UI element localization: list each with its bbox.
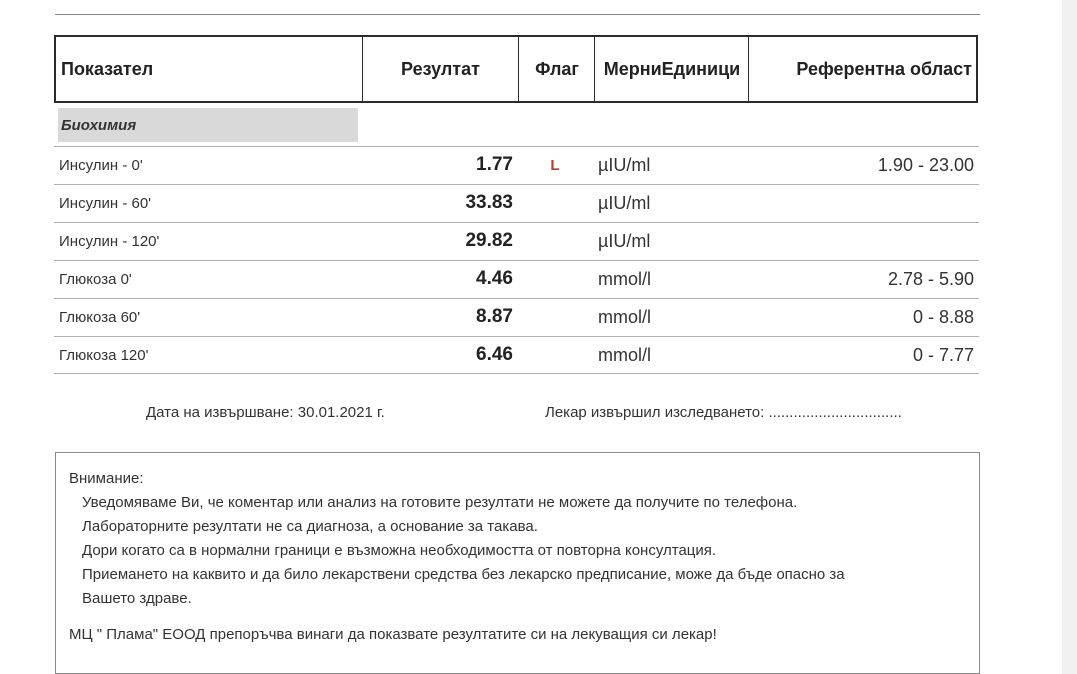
header-units — [595, 37, 749, 101]
row-unit: mmol/l — [598, 306, 651, 327]
notice-box — [55, 452, 980, 674]
header-result: Резултат — [401, 58, 480, 79]
row-indicator: Глюкоза 60' — [59, 308, 141, 326]
header-units-line1: Мерни — [603, 59, 662, 79]
row-result: 29.82 — [465, 230, 513, 251]
row-unit: µIU/ml — [598, 192, 651, 213]
header-units-line2: Единици — [661, 59, 741, 79]
table-row — [54, 146, 979, 184]
header-flag: Флаг — [535, 58, 579, 79]
top-divider — [55, 14, 980, 15]
page-edge — [1062, 0, 1077, 674]
row-flag — [517, 261, 593, 297]
row-flag: L — [550, 156, 560, 174]
notice-line: Вашето здраве. — [82, 590, 192, 607]
table-row — [54, 222, 979, 260]
row-reference: 2.78 - 5.90 — [887, 268, 974, 289]
table-row — [54, 336, 979, 374]
row-reference: 0 - 8.88 — [912, 306, 974, 327]
header-indicator: Показател — [61, 58, 154, 79]
row-result: 6.46 — [476, 344, 513, 365]
row-indicator: Глюкоза 120' — [59, 346, 149, 364]
row-flag — [517, 299, 593, 335]
notice-line: Дори когато са в нормални граници е възможна необходимостта от повторна консултация. — [82, 542, 717, 559]
row-reference — [747, 223, 974, 259]
row-result: 33.83 — [465, 192, 513, 213]
table-row — [54, 298, 979, 336]
section-title: Биохимия — [58, 108, 358, 142]
notice-line: Приемането на каквито и да било лекарствени средства без лекарско предписание, може да бъде опасно за — [82, 566, 845, 583]
row-unit: µIU/ml — [598, 154, 651, 175]
row-indicator: Инсулин - 60' — [59, 194, 152, 212]
row-reference: 0 - 7.77 — [912, 344, 974, 365]
row-indicator: Глюкоза 0' — [59, 270, 132, 288]
doctor-signature-line: Лекар извършил изследването: ................................ — [545, 404, 902, 421]
row-unit: mmol/l — [598, 344, 651, 365]
table-row — [54, 260, 979, 298]
notice-line: Лабораторните резултати не са диагноза, а основание за такава. — [82, 518, 538, 535]
results-table-header — [54, 35, 978, 103]
row-indicator: Инсулин - 0' — [59, 156, 143, 174]
execution-date: Дата на извършване: 30.01.2021 г. — [146, 404, 385, 421]
row-reference: 1.90 - 23.00 — [877, 154, 974, 175]
notice-line: Уведомяваме Ви, че коментар или анализ на готовите резултати не можете да получите по телефона. — [82, 494, 798, 511]
notice-title: Внимание: — [69, 470, 144, 487]
row-result: 1.77 — [476, 154, 513, 175]
header-reference: Референтна област — [796, 58, 972, 79]
row-flag — [517, 223, 593, 259]
row-flag — [517, 185, 593, 221]
row-indicator: Инсулин - 120' — [59, 232, 160, 250]
row-flag — [517, 337, 593, 373]
row-unit: µIU/ml — [598, 230, 651, 251]
row-result: 4.46 — [476, 268, 513, 289]
notice-footer: МЦ " Плама" ЕООД препоръчва винаги да показвате резултатите си на лекуващия си лекар! — [69, 626, 717, 643]
table-row — [54, 184, 979, 222]
row-unit: mmol/l — [598, 268, 651, 289]
row-reference — [747, 185, 974, 221]
row-result: 8.87 — [476, 306, 513, 327]
